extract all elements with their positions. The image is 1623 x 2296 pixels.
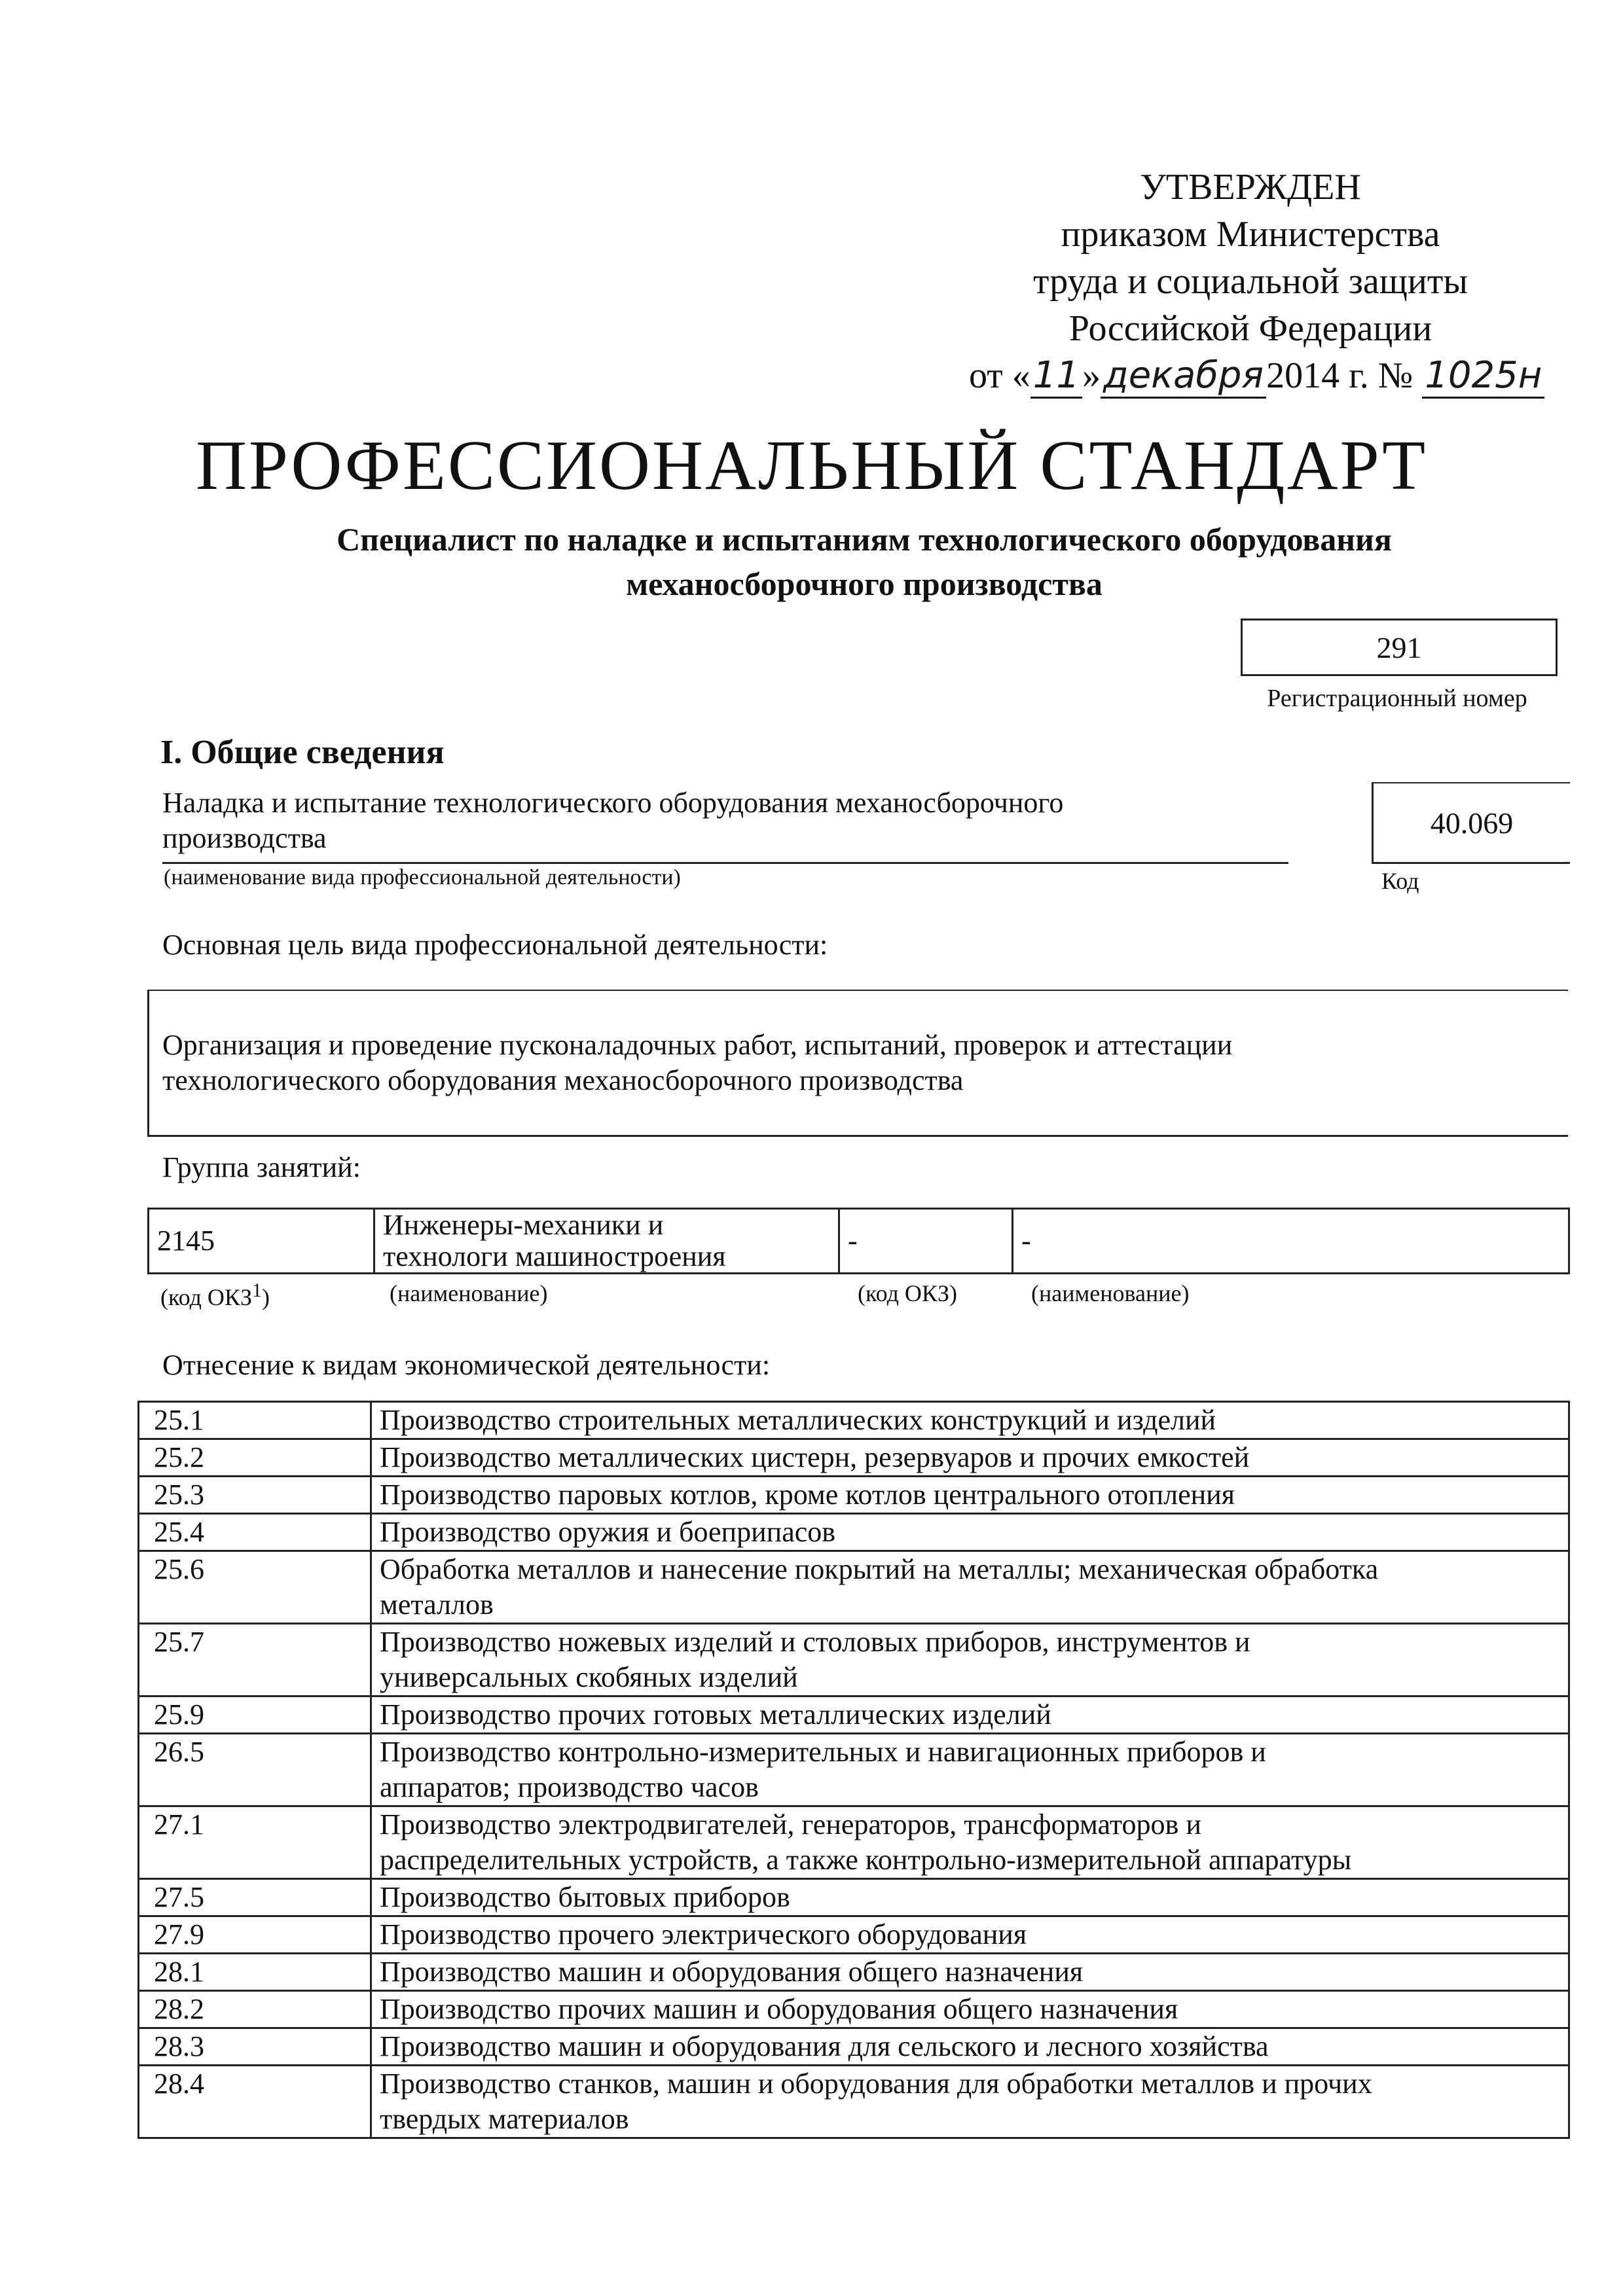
approval-block xyxy=(969,164,1542,399)
table-row xyxy=(139,1696,1569,1734)
table-row xyxy=(139,1514,1569,1551)
okved-name-cell xyxy=(371,1439,1569,1477)
okz-name-caption-2: (наименование) xyxy=(1031,1280,1190,1306)
activity-code-box: 40.069 xyxy=(1372,782,1570,864)
okved-name-line: Производство прочих машин и оборудования общего назначения xyxy=(380,1993,1178,2025)
okz-name-line: Инженеры-механики и xyxy=(383,1209,664,1241)
okved-name-cell xyxy=(371,1734,1569,1806)
approval-heading: УТВЕРЖДЕН xyxy=(1140,167,1361,207)
table-row xyxy=(139,1954,1569,1991)
okz-code-caption xyxy=(160,1280,270,1311)
table-row xyxy=(139,1551,1569,1624)
okved-name-cell xyxy=(371,1806,1569,1879)
okved-code-cell: 27.5 xyxy=(139,1879,371,1916)
okved-name-line: Производство бытовых приборов xyxy=(380,1881,790,1913)
activity-kind-name xyxy=(162,785,1295,856)
okz-name-caption: (наименование) xyxy=(390,1280,548,1306)
okved-code-cell: 25.9 xyxy=(139,1696,371,1734)
okved-name-cell xyxy=(371,1696,1569,1734)
okved-heading: Отнесение к видам экономической деятельности: xyxy=(162,1349,771,1381)
okved-name-line: аппаратов; производство часов xyxy=(380,1771,759,1803)
okved-code-cell: 28.2 xyxy=(139,1991,371,2028)
okved-name-line: Обработка металлов и нанесение покрытий на металлы; механическая обработка xyxy=(380,1553,1379,1585)
activity-code-caption: Код xyxy=(1381,868,1419,894)
activity-kind-underline xyxy=(162,862,1288,864)
registration-number-box: 291 xyxy=(1241,619,1558,676)
okved-name-line: Производство электродвигателей, генераторов, трансформаторов и xyxy=(380,1808,1201,1840)
okved-name-cell xyxy=(371,1916,1569,1954)
approval-line: Российской Федерации xyxy=(1068,308,1432,349)
okved-name-cell xyxy=(371,1954,1569,1991)
okved-name-line: Производство контрольно-измерительных и навигационных приборов и xyxy=(380,1736,1266,1768)
goal-heading: Основная цель вида профессиональной деятельности: xyxy=(162,929,828,961)
okved-name-cell xyxy=(371,2066,1569,2138)
table-row xyxy=(139,1806,1569,1879)
goal-line: технологического оборудования механосборочного производства xyxy=(162,1064,964,1096)
okved-name-cell xyxy=(371,1402,1569,1439)
goal-line: Организация и проведение пусконаладочных работ, испытаний, проверок и аттестации xyxy=(162,1029,1233,1061)
okved-name-cell xyxy=(371,2028,1569,2066)
okved-name-line: Производство строительных металлических конструкций и изделий xyxy=(380,1404,1216,1436)
table-row xyxy=(139,1624,1569,1696)
table-row xyxy=(139,2028,1569,2066)
okved-code-cell: 25.6 xyxy=(139,1551,371,1624)
approval-line: приказом Министерства xyxy=(1061,214,1440,255)
footnote-mark: 1 xyxy=(251,1280,262,1301)
document-subtitle xyxy=(0,517,1623,606)
activity-kind-caption: (наименование вида профессиональной деятельности) xyxy=(164,865,681,889)
caption-text: ) xyxy=(261,1284,270,1310)
okved-code-cell: 27.1 xyxy=(139,1806,371,1879)
okved-code-cell: 26.5 xyxy=(139,1734,371,1806)
subtitle-line: механосборочного производства xyxy=(626,565,1103,602)
approval-date-line xyxy=(969,352,1542,399)
okved-code-cell: 25.1 xyxy=(139,1402,371,1439)
activity-kind-line: Наладка и испытание технологического оборудования механосборочного xyxy=(162,787,1064,819)
okved-name-line: Производство металлических цистерн, резервуаров и прочих емкостей xyxy=(380,1441,1250,1473)
okz-code-cell: - xyxy=(839,1209,1013,1274)
okved-name-line: Производство ножевых изделий и столовых приборов, инструментов и xyxy=(380,1626,1250,1658)
okved-body xyxy=(139,1402,1569,2138)
table-row xyxy=(139,1402,1569,1439)
approval-line: труда и социальной защиты xyxy=(1033,261,1468,302)
table-row xyxy=(149,1209,1569,1274)
okved-name-cell xyxy=(371,1551,1569,1624)
occupation-group-heading: Группа занятий: xyxy=(162,1151,361,1183)
okved-name-line: Производство оружия и боеприпасов xyxy=(380,1516,836,1548)
okved-code-cell: 28.1 xyxy=(139,1954,371,1991)
document-title: ПРОФЕССИОНАЛЬНЫЙ СТАНДАРТ xyxy=(195,427,1428,505)
okved-name-line: универсальных скобяных изделий xyxy=(380,1661,798,1693)
date-prefix: от « xyxy=(969,355,1030,396)
okved-code-cell: 25.4 xyxy=(139,1514,371,1551)
okved-name-cell xyxy=(371,1514,1569,1551)
okved-code-cell: 25.7 xyxy=(139,1624,371,1696)
registration-number-label: Регистрационный номер xyxy=(1267,685,1527,712)
okved-table xyxy=(137,1401,1570,2139)
okved-name-line: Производство машин и оборудования общего назначения xyxy=(380,1956,1084,1988)
activity-kind-line: производства xyxy=(162,822,327,854)
okved-name-line: Производство прочих готовых металлических изделий xyxy=(380,1698,1051,1731)
okved-name-cell xyxy=(371,1624,1569,1696)
table-row xyxy=(139,1991,1569,2028)
okved-code-cell: 25.3 xyxy=(139,1477,371,1514)
okved-name-cell xyxy=(371,1879,1569,1916)
section-heading: I. Общие сведения xyxy=(160,734,445,771)
okz-name-cell xyxy=(374,1209,839,1274)
okved-name-line: Производство прочего электрического оборудования xyxy=(380,1918,1027,1950)
okved-name-line: металлов xyxy=(380,1588,494,1621)
okz-table xyxy=(147,1208,1570,1274)
caption-text: (код ОКЗ xyxy=(160,1284,252,1310)
okved-name-cell xyxy=(371,1477,1569,1514)
date-mid: » xyxy=(1082,355,1101,396)
table-row xyxy=(139,1439,1569,1477)
okved-code-cell: 25.2 xyxy=(139,1439,371,1477)
okz-name-line: технологи машиностроения xyxy=(383,1240,726,1272)
okz-code-cell: 2145 xyxy=(149,1209,374,1274)
handwritten-month: декабря xyxy=(1101,354,1266,399)
okved-name-line: Производство машин и оборудования для сельского и лесного хозяйства xyxy=(380,2030,1269,2062)
okz-name-cell: - xyxy=(1013,1209,1569,1274)
table-row xyxy=(139,1916,1569,1954)
okz-code-caption-2: (код ОКЗ) xyxy=(858,1280,957,1306)
okved-name-line: твердых материалов xyxy=(380,2103,629,2135)
okved-name-cell xyxy=(371,1991,1569,2028)
table-row xyxy=(139,2066,1569,2138)
okved-code-cell: 28.3 xyxy=(139,2028,371,2066)
goal-text xyxy=(162,1028,1537,1098)
okved-name-line: распределительных устройств, а также контрольно-измерительной аппаратуры xyxy=(380,1844,1352,1876)
okved-name-line: Производство станков, машин и оборудования для обработки металлов и прочих xyxy=(380,2068,1372,2100)
table-row xyxy=(139,1477,1569,1514)
date-year: 2014 г. № xyxy=(1266,355,1413,396)
okved-name-line: Производство паровых котлов, кроме котлов центрального отопления xyxy=(380,1479,1235,1511)
table-row xyxy=(139,1734,1569,1806)
okved-code-cell: 28.4 xyxy=(139,2066,371,2138)
subtitle-line: Специалист по наладке и испытаниям технологического оборудования xyxy=(337,521,1392,558)
handwritten-day: 11 xyxy=(1030,354,1082,399)
okved-code-cell: 27.9 xyxy=(139,1916,371,1954)
table-row xyxy=(139,1879,1569,1916)
handwritten-order-number: 1025н xyxy=(1422,354,1544,399)
